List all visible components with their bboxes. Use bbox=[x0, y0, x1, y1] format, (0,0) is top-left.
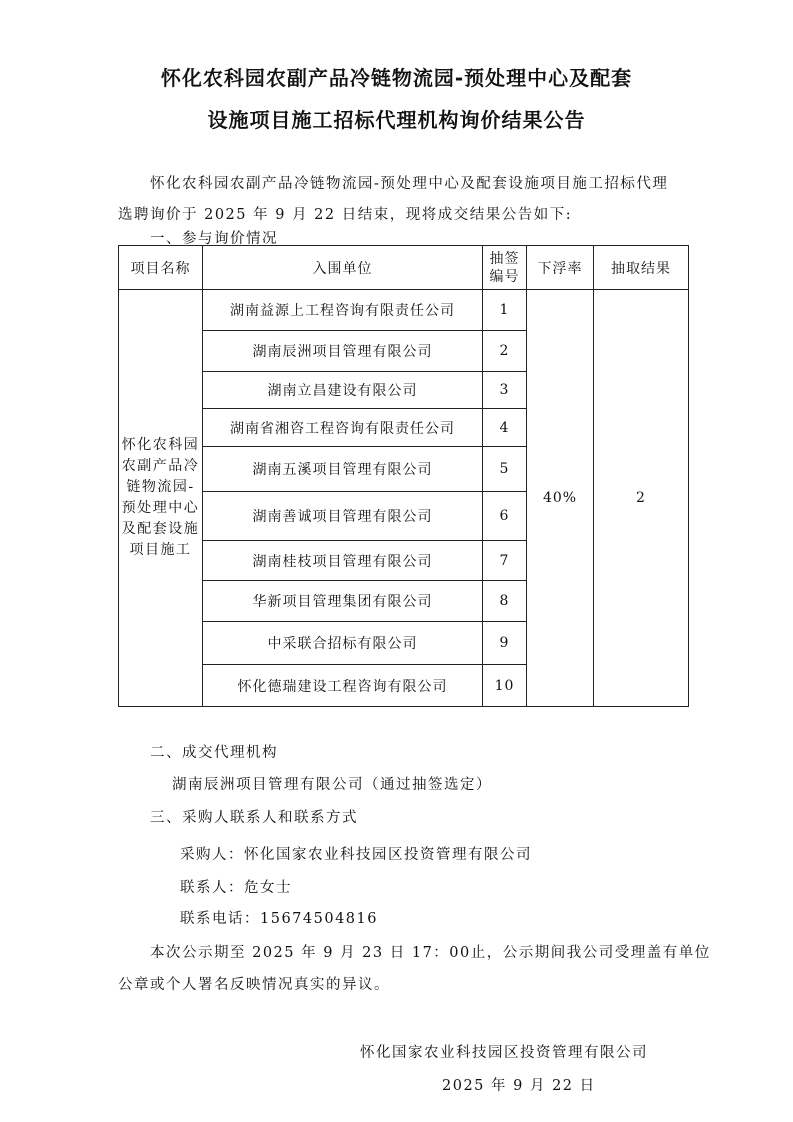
unit-cell: 华新项目管理集团有限公司 bbox=[203, 581, 483, 622]
section2-heading: 二、成交代理机构 bbox=[150, 745, 278, 761]
draw-number-cell: 1 bbox=[483, 290, 527, 331]
unit-cell: 湖南善诚项目管理有限公司 bbox=[203, 492, 483, 541]
draw-number-cell: 6 bbox=[483, 492, 527, 541]
project-name-cell: 怀化农科园农副产品冷链物流园-预处理中心及配套设施项目施工 bbox=[119, 290, 203, 707]
draw-number-cell: 4 bbox=[483, 409, 527, 447]
document-title-line2: 设施项目施工招标代理机构询价结果公告 bbox=[207, 108, 586, 132]
notice-line1: 本次公示期至 2025 年 9 月 23 日 17：00止，公示期间我公司受理盖有单位 bbox=[150, 945, 711, 961]
unit-cell: 湖南桂枝项目管理有限公司 bbox=[203, 541, 483, 581]
signature-organization: 怀化国家农业科技园区投资管理有限公司 bbox=[360, 1045, 648, 1061]
intro-paragraph-line1: 怀化农科园农副产品冷链物流园-预处理中心及配套设施项目施工招标代理 bbox=[150, 176, 669, 192]
draw-result-cell: 2 bbox=[594, 290, 689, 707]
draw-number-cell: 2 bbox=[483, 331, 527, 372]
inquiry-participants-table bbox=[118, 245, 689, 707]
draw-number-cell: 5 bbox=[483, 447, 527, 492]
unit-cell: 中采联合招标有限公司 bbox=[203, 622, 483, 665]
header-project-name: 项目名称 bbox=[119, 246, 203, 290]
section1-heading: 一、参与询价情况 bbox=[150, 231, 278, 247]
header-draw-number-line1: 抽签 bbox=[489, 250, 520, 267]
signature-date: 2025 年 9 月 22 日 bbox=[442, 1078, 596, 1094]
draw-number-cell: 8 bbox=[483, 581, 527, 622]
buyer-line: 采购人：怀化国家农业科技园区投资管理有限公司 bbox=[180, 847, 532, 863]
float-rate-cell: 40% bbox=[527, 290, 594, 707]
winning-agency: 湖南辰洲项目管理有限公司（通过抽签选定） bbox=[172, 777, 492, 793]
notice-line2: 公章或个人署名反映情况真实的异议。 bbox=[118, 977, 390, 993]
table-row bbox=[119, 290, 689, 331]
header-float-rate: 下浮率 bbox=[527, 246, 594, 290]
unit-cell: 湖南五溪项目管理有限公司 bbox=[203, 447, 483, 492]
unit-cell: 湖南省湘咨工程咨询有限责任公司 bbox=[203, 409, 483, 447]
unit-cell: 怀化德瑞建设工程咨询有限公司 bbox=[203, 665, 483, 707]
draw-number-cell: 3 bbox=[483, 372, 527, 409]
unit-cell: 湖南益源上工程咨询有限责任公司 bbox=[203, 290, 483, 331]
contact-phone-line: 联系电话：15674504816 bbox=[180, 911, 378, 927]
contact-person-line: 联系人：危女士 bbox=[180, 880, 292, 896]
header-unit: 入围单位 bbox=[203, 246, 483, 290]
unit-cell: 湖南立昌建设有限公司 bbox=[203, 372, 483, 409]
draw-number-cell: 10 bbox=[483, 665, 527, 707]
section3-heading: 三、采购人联系人和联系方式 bbox=[150, 810, 358, 826]
header-draw-number-line2: 编号 bbox=[489, 268, 520, 285]
header-draw-number bbox=[483, 246, 527, 290]
draw-number-cell: 9 bbox=[483, 622, 527, 665]
table-header-row bbox=[119, 246, 689, 290]
header-draw-result: 抽取结果 bbox=[594, 246, 689, 290]
intro-paragraph-line2: 选聘询价于 2025 年 9 月 22 日结束，现将成交结果公告如下: bbox=[118, 207, 573, 223]
document-title-line1: 怀化农科园农副产品冷链物流园-预处理中心及配套 bbox=[160, 66, 633, 90]
draw-number-cell: 7 bbox=[483, 541, 527, 581]
unit-cell: 湖南辰洲项目管理有限公司 bbox=[203, 331, 483, 372]
